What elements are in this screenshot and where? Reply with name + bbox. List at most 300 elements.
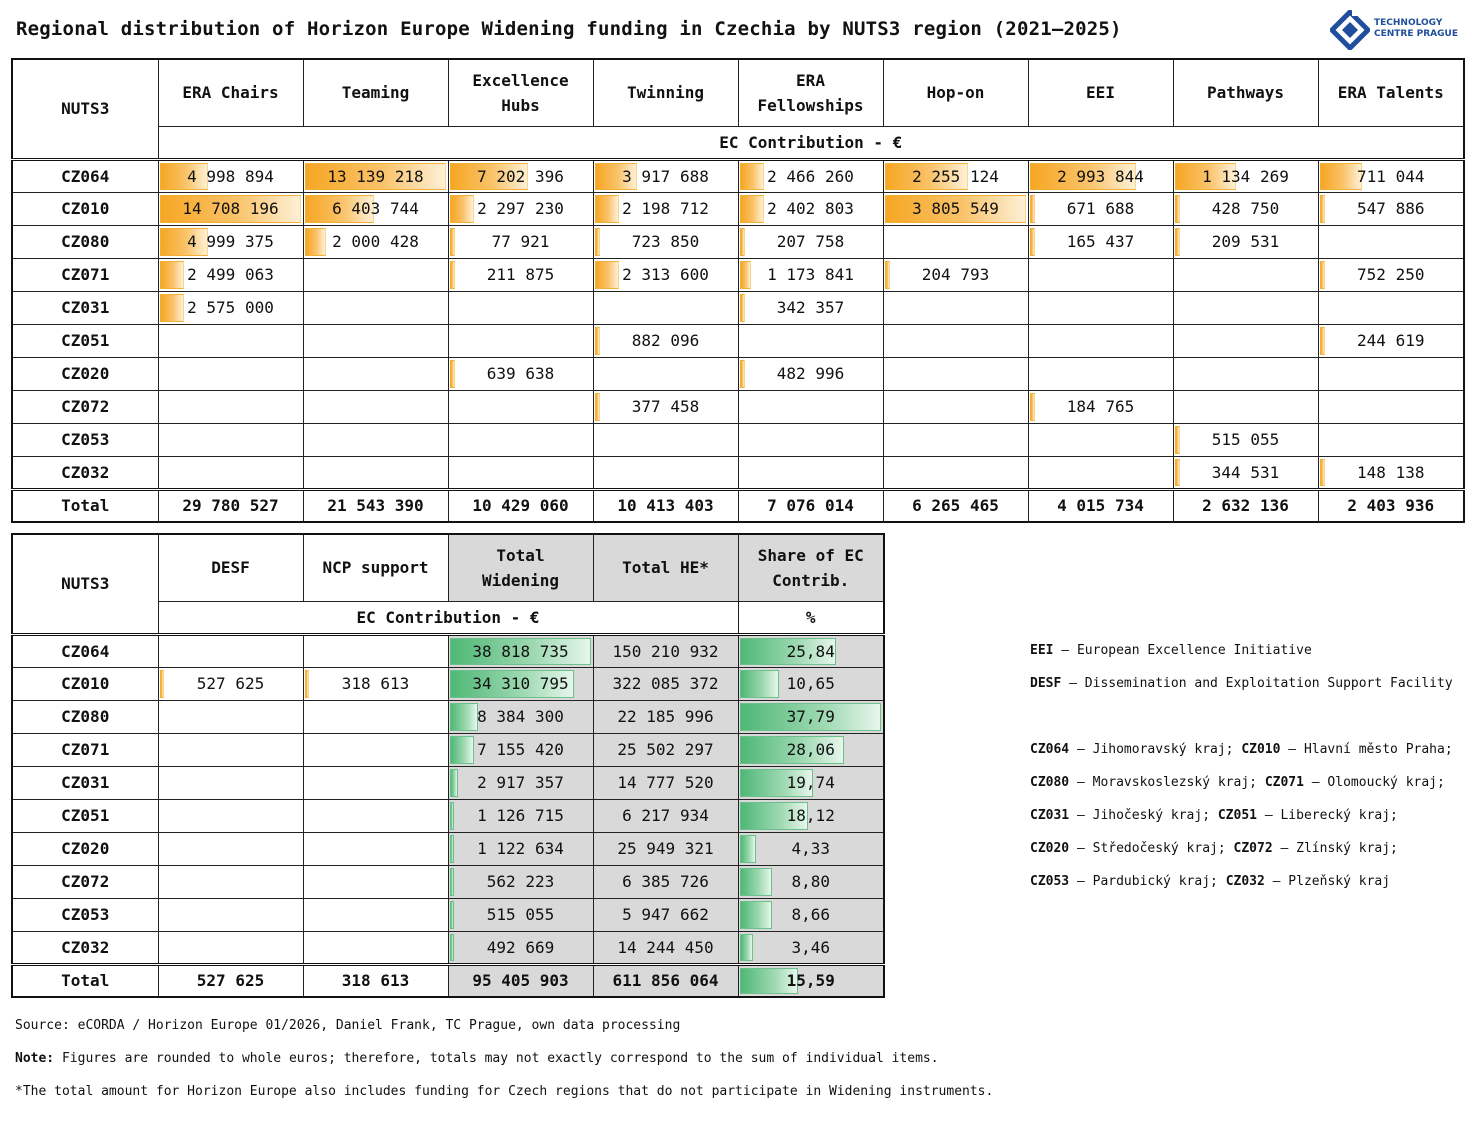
cell-value: 4 998 894 — [187, 166, 274, 186]
cell-value: 344 531 — [1211, 462, 1280, 482]
region-code: CZ064 — [12, 159, 158, 192]
data-bar — [450, 195, 474, 223]
table-cell — [1173, 225, 1318, 258]
table-cell — [738, 634, 884, 667]
table-cell — [448, 423, 593, 456]
cell-value: 1 122 634 — [477, 839, 564, 858]
table-cell — [883, 423, 1028, 456]
table-cell — [1318, 258, 1464, 291]
data-bar — [1175, 228, 1180, 256]
data-bar — [595, 228, 600, 256]
table-cell — [1028, 192, 1173, 225]
cell-value: 2 000 428 — [332, 232, 419, 251]
table-cell — [1318, 159, 1464, 192]
data-bar — [740, 163, 764, 190]
table-cell — [738, 733, 884, 766]
table-cell — [1028, 291, 1173, 324]
total-cell — [738, 964, 884, 997]
cell-value: 25 949 321 — [617, 839, 714, 858]
rounding-note — [15, 1051, 939, 1066]
table-cell — [303, 423, 448, 456]
table-cell — [448, 390, 593, 423]
table-cell — [1318, 357, 1464, 390]
cell-value: 5 947 662 — [622, 905, 709, 924]
data-bar — [450, 769, 458, 797]
total-row — [12, 964, 884, 997]
table-cell — [1028, 390, 1173, 423]
cell-value: 38 818 735 — [472, 641, 569, 661]
cell-value: 1 126 715 — [477, 806, 564, 825]
legend-term: CZ080 — [1030, 775, 1070, 790]
cell-value: 14 777 520 — [617, 773, 714, 792]
data-bar — [305, 670, 309, 698]
table-row — [12, 291, 1464, 324]
era-fellowships-label: ERA Fellowships — [757, 70, 864, 115]
page-title: Regional distribution of Horizon Europe Widening funding in Czechia by NUTS3 region (2021–2025) — [16, 18, 1122, 40]
table-row — [12, 733, 884, 766]
table-row — [12, 192, 1464, 225]
table-cell — [158, 456, 303, 489]
table-cell — [883, 225, 1028, 258]
table-cell — [738, 898, 884, 931]
table-cell — [1173, 324, 1318, 357]
cell-value: 2 297 230 — [477, 199, 564, 218]
legend-text: – Zlínský kraj; — [1272, 841, 1398, 856]
table-cell — [883, 192, 1028, 225]
table-cell — [738, 931, 884, 964]
table-cell — [303, 456, 448, 489]
legend-term: CZ051 — [1217, 808, 1257, 823]
cell-value: 37,79 — [786, 707, 835, 726]
cell-value: 322 085 372 — [612, 674, 719, 693]
table-cell — [1173, 258, 1318, 291]
table-row — [12, 700, 884, 733]
table-cell — [303, 192, 448, 225]
table-cell — [158, 423, 303, 456]
cell-value: 547 886 — [1357, 199, 1425, 218]
region-code: CZ010 — [12, 192, 158, 225]
table-cell — [448, 667, 593, 700]
table-cell — [738, 423, 883, 456]
legend-text: – Moravskoslezský kraj; — [1069, 775, 1265, 790]
table-cell — [303, 700, 448, 733]
table-cell — [738, 700, 884, 733]
table-cell — [448, 258, 593, 291]
cell-value: 165 437 — [1066, 232, 1135, 251]
cell-value: 2 499 063 — [187, 265, 274, 284]
cell-value: 4,33 — [791, 839, 831, 858]
table-cell — [1173, 423, 1318, 456]
cell-value: 2 402 803 — [767, 199, 854, 218]
table-cell — [448, 357, 593, 390]
total-cell: 29 780 527 — [158, 489, 303, 522]
percent-subheader: % — [738, 601, 884, 634]
region-code: CZ053 — [12, 423, 158, 456]
table-cell — [1318, 456, 1464, 489]
table-cell — [593, 799, 738, 832]
table-cell — [158, 898, 303, 931]
data-bar — [1320, 195, 1325, 223]
table-cell — [738, 192, 883, 225]
table-cell — [593, 390, 738, 423]
cell-value: 207 758 — [776, 232, 845, 251]
cell-value: 7 155 420 — [477, 740, 564, 759]
cell-value: 6 403 744 — [332, 199, 419, 218]
legend-line — [1030, 742, 1453, 757]
table-cell — [158, 766, 303, 799]
data-bar — [305, 228, 326, 256]
legend-line — [1030, 841, 1398, 856]
table-cell — [738, 865, 884, 898]
total-cell: 6 265 465 — [883, 489, 1028, 522]
cell-value: 527 625 — [196, 971, 265, 991]
table-cell — [303, 225, 448, 258]
data-bar — [450, 868, 454, 896]
cell-value: 204 793 — [921, 265, 990, 284]
table-row — [12, 832, 884, 865]
legend-term: CZ020 — [1030, 841, 1070, 856]
table-cell — [593, 225, 738, 258]
legend-term: CZ072 — [1233, 841, 1273, 856]
total-cell — [448, 964, 593, 997]
table-cell — [1318, 225, 1464, 258]
table-cell — [303, 898, 448, 931]
legend-text: – Plzeňský kraj — [1264, 874, 1391, 889]
region-code: CZ020 — [12, 357, 158, 390]
cell-value: 3,46 — [791, 937, 831, 957]
table-cell — [158, 159, 303, 192]
legend-line — [1030, 643, 1312, 658]
table-cell — [1028, 324, 1173, 357]
table-cell — [738, 357, 883, 390]
tc-prague-logo-icon — [1330, 10, 1370, 50]
ec-contribution-subheader-2: EC Contribution - € — [158, 601, 738, 634]
cell-value: 22 185 996 — [617, 707, 714, 726]
cell-value: 1 173 841 — [767, 265, 854, 284]
table-cell — [303, 390, 448, 423]
data-bar — [740, 868, 772, 896]
cell-value: 377 458 — [631, 397, 700, 416]
data-bar — [1320, 459, 1325, 486]
table-cell — [158, 291, 303, 324]
data-bar — [595, 393, 600, 421]
data-bar — [1030, 393, 1035, 421]
table-cell — [738, 667, 884, 700]
table-cell — [158, 225, 303, 258]
table-cell — [738, 799, 884, 832]
table-cell — [593, 159, 738, 192]
col-header-ncp-support: NCP support — [303, 534, 448, 601]
table-row — [12, 390, 1464, 423]
cell-value: 492 669 — [486, 937, 555, 957]
table-cell — [1318, 192, 1464, 225]
total-cell: 4 015 734 — [1028, 489, 1173, 522]
table-cell — [738, 456, 883, 489]
cell-value: 244 619 — [1357, 331, 1425, 350]
data-bar — [160, 294, 184, 322]
widening-instruments-table — [11, 58, 1465, 523]
table-cell — [303, 357, 448, 390]
legend-term: CZ010 — [1241, 742, 1281, 757]
cell-value: 711 044 — [1357, 166, 1425, 186]
data-bar — [450, 835, 454, 863]
table-cell — [448, 192, 593, 225]
table-cell — [448, 799, 593, 832]
cell-value: 2 917 357 — [477, 773, 564, 792]
region-code: CZ032 — [12, 931, 158, 964]
cell-value: 209 531 — [1211, 232, 1280, 251]
cell-value: 28,06 — [786, 740, 835, 759]
data-bar — [740, 195, 764, 223]
table-cell — [448, 634, 593, 667]
table-cell — [593, 832, 738, 865]
table-cell — [448, 225, 593, 258]
table-row — [12, 159, 1464, 192]
table-row — [12, 634, 884, 667]
region-code: CZ051 — [12, 799, 158, 832]
table-cell — [303, 733, 448, 766]
data-bar — [450, 360, 455, 388]
data-bar — [450, 228, 455, 256]
table-cell — [1173, 192, 1318, 225]
table-cell — [593, 667, 738, 700]
col-header-excellence-hubs — [448, 59, 593, 126]
data-bar — [1320, 327, 1325, 355]
legend-term: CZ031 — [1030, 808, 1070, 823]
region-code: CZ071 — [12, 258, 158, 291]
table-cell — [738, 832, 884, 865]
table-cell — [1028, 225, 1173, 258]
table-cell — [738, 225, 883, 258]
note-label: Note: — [15, 1051, 55, 1066]
table-row — [12, 898, 884, 931]
legend-term: CZ064 — [1030, 742, 1070, 757]
table-cell — [448, 931, 593, 964]
table-cell — [1028, 357, 1173, 390]
data-bar — [740, 261, 751, 289]
table-cell — [1318, 324, 1464, 357]
data-bar — [1320, 261, 1325, 289]
table-cell — [448, 291, 593, 324]
cell-value: 14 244 450 — [617, 937, 714, 957]
table-cell — [1028, 159, 1173, 192]
table-cell — [1028, 258, 1173, 291]
cell-value: 318 613 — [341, 971, 410, 991]
legend-text: – Olomoucký kraj; — [1303, 775, 1445, 790]
table-cell — [303, 634, 448, 667]
region-code: CZ071 — [12, 733, 158, 766]
table-cell — [158, 258, 303, 291]
region-code: CZ031 — [12, 766, 158, 799]
table-cell — [303, 931, 448, 964]
table-cell — [158, 799, 303, 832]
region-code: CZ020 — [12, 832, 158, 865]
logo-line-1: TECHNOLOGY — [1374, 18, 1443, 28]
table-cell — [593, 192, 738, 225]
cell-value: 318 613 — [341, 674, 410, 693]
cell-value: 184 765 — [1066, 397, 1135, 416]
region-code: CZ072 — [12, 865, 158, 898]
data-bar — [1175, 426, 1180, 454]
total-label: Total — [12, 964, 158, 997]
table-cell — [738, 324, 883, 357]
cell-value: 8,80 — [791, 872, 831, 891]
table-cell — [158, 192, 303, 225]
data-bar — [160, 670, 164, 698]
legend-line — [1030, 775, 1445, 790]
total-cell — [303, 964, 448, 997]
table-cell — [738, 766, 884, 799]
cell-value: 2 313 600 — [622, 265, 709, 284]
data-bar — [595, 261, 619, 289]
source-note: Source: eCORDA / Horizon Europe 01/2026, Daniel Frank, TC Prague, own data processing — [15, 1018, 681, 1033]
region-code: CZ072 — [12, 390, 158, 423]
table-cell — [448, 324, 593, 357]
table-cell — [303, 766, 448, 799]
table-cell — [883, 390, 1028, 423]
data-bar — [1175, 195, 1180, 223]
cell-value: 611 856 064 — [612, 971, 719, 991]
table-cell — [158, 634, 303, 667]
cell-value: 25 502 297 — [617, 740, 714, 759]
legend-line — [1030, 874, 1390, 889]
legend-line — [1030, 808, 1398, 823]
legend-line — [1030, 676, 1453, 691]
total-label: Total — [12, 489, 158, 522]
table-cell — [448, 865, 593, 898]
table-row — [12, 931, 884, 964]
table-row — [12, 667, 884, 700]
table-cell — [1318, 291, 1464, 324]
cell-value: 8,66 — [791, 905, 831, 924]
table-cell — [593, 456, 738, 489]
cell-value: 3 917 688 — [622, 166, 709, 186]
table-cell — [1173, 390, 1318, 423]
table-cell — [593, 931, 738, 964]
data-bar — [1030, 195, 1035, 223]
table-cell — [158, 700, 303, 733]
data-bar — [740, 228, 745, 256]
legend-term: EEI — [1030, 643, 1054, 658]
data-bar — [595, 195, 619, 223]
table-cell — [883, 357, 1028, 390]
cell-value: 14 708 196 — [182, 199, 279, 218]
cell-value: 95 405 903 — [472, 971, 569, 991]
table-cell — [593, 324, 738, 357]
cell-value: 34 310 795 — [472, 674, 569, 693]
legend-term: CZ032 — [1225, 874, 1265, 889]
table-cell — [303, 832, 448, 865]
data-bar — [740, 835, 756, 863]
cell-value: 2 255 124 — [912, 166, 999, 186]
table-cell — [593, 700, 738, 733]
table-cell — [303, 291, 448, 324]
table-row — [12, 799, 884, 832]
region-code: CZ031 — [12, 291, 158, 324]
table-row — [12, 766, 884, 799]
region-code: CZ010 — [12, 667, 158, 700]
cell-value: 15,59 — [786, 971, 835, 991]
table-cell — [1318, 390, 1464, 423]
table-cell — [158, 357, 303, 390]
cell-value: 6 217 934 — [622, 806, 709, 825]
table-cell — [738, 291, 883, 324]
logo-text — [1374, 18, 1458, 40]
table-cell — [303, 799, 448, 832]
table-cell — [158, 667, 303, 700]
table-cell — [883, 324, 1028, 357]
total-cell: 2 632 136 — [1173, 489, 1318, 522]
data-bar — [740, 901, 772, 929]
nuts3-header-2: NUTS3 — [12, 534, 158, 634]
legend-text: – Dissemination and Exploitation Support Facility — [1061, 676, 1453, 691]
legend-text: – Pardubický kraj; — [1069, 874, 1226, 889]
data-bar — [1320, 163, 1362, 190]
table-cell — [1173, 291, 1318, 324]
cell-value: 4 999 375 — [187, 232, 274, 251]
ec-contribution-subheader: EC Contribution - € — [158, 126, 1464, 159]
table-cell — [1173, 357, 1318, 390]
table-cell — [1318, 423, 1464, 456]
table-cell — [448, 898, 593, 931]
total-cell: 7 076 014 — [738, 489, 883, 522]
table-cell — [738, 159, 883, 192]
share-label: Share of EC Contrib. — [757, 545, 864, 590]
total-cell: 10 429 060 — [448, 489, 593, 522]
table-cell — [303, 667, 448, 700]
cell-value: 723 850 — [631, 232, 700, 251]
col-header-hop-on: Hop-on — [883, 59, 1028, 126]
table-cell — [593, 258, 738, 291]
table-cell — [158, 390, 303, 423]
table-cell — [593, 766, 738, 799]
legend-text: – Středočeský kraj; — [1069, 841, 1234, 856]
data-bar — [450, 261, 455, 289]
cell-value: 8 384 300 — [477, 707, 564, 726]
total-row — [12, 489, 1464, 522]
legend-text: – Jihomoravský kraj; — [1069, 742, 1242, 757]
cell-value: 2 466 260 — [767, 166, 854, 186]
table-cell — [883, 456, 1028, 489]
data-bar — [450, 802, 454, 830]
data-bar — [1030, 228, 1035, 256]
table-cell — [448, 456, 593, 489]
table-cell — [1028, 423, 1173, 456]
table-row — [12, 456, 1464, 489]
totals-table — [11, 533, 885, 998]
data-bar — [740, 294, 745, 322]
table-cell — [448, 700, 593, 733]
table-row — [12, 357, 1464, 390]
table-cell — [593, 634, 738, 667]
legend-text: – Jihočeský kraj; — [1069, 808, 1218, 823]
table-row — [12, 865, 884, 898]
table-row — [12, 324, 1464, 357]
cell-value: 342 357 — [776, 298, 845, 317]
cell-value: 77 921 — [491, 232, 550, 251]
table-cell — [158, 324, 303, 357]
data-bar — [450, 934, 454, 961]
legend-text: – Liberecký kraj; — [1257, 808, 1398, 823]
data-bar — [740, 934, 753, 961]
cell-value: 18,12 — [786, 806, 835, 825]
cell-value: 150 210 932 — [612, 641, 719, 661]
cell-value: 562 223 — [486, 872, 555, 891]
region-code: CZ053 — [12, 898, 158, 931]
col-header-twinning: Twinning — [593, 59, 738, 126]
table-cell — [303, 324, 448, 357]
cell-value: 2 993 844 — [1057, 166, 1144, 186]
